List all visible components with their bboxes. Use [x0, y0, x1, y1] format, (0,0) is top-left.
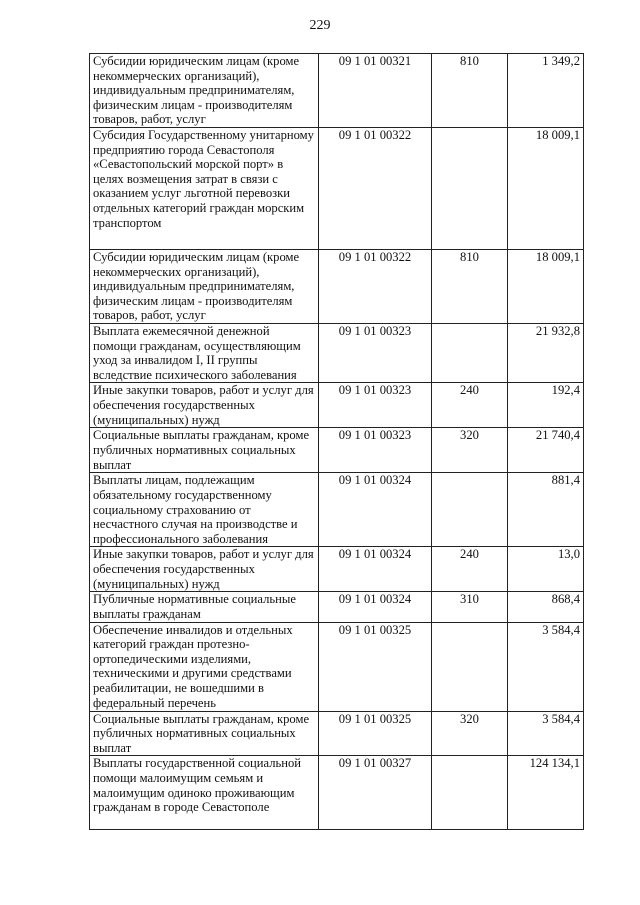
table-row — [90, 428, 584, 473]
table-row — [90, 622, 584, 711]
row-expense-type: 810 — [432, 249, 508, 323]
row-name: Обеспечение инвалидов и отдельных категорий граждан протезно-ортопедическими изделиями, техническими и другими средствами реабилитации, не вошедшими в федеральный перечень — [90, 622, 319, 711]
row-sum: 21 932,8 — [508, 323, 584, 382]
budget-table — [89, 53, 584, 830]
row-sum: 3 584,4 — [508, 711, 584, 756]
row-expense-type: 240 — [432, 383, 508, 428]
row-code: 09 1 01 00324 — [319, 547, 432, 592]
row-name: Публичные нормативные социальные выплаты гражданам — [90, 592, 319, 622]
table-row — [90, 547, 584, 592]
row-sum: 1 349,2 — [508, 54, 584, 128]
row-expense-type: 320 — [432, 428, 508, 473]
table-row — [90, 473, 584, 547]
row-name: Выплаты государственной социальной помощи малоимущим семьям и малоимущим одиноко проживающим гражданам в городе Севастополе — [90, 756, 319, 830]
row-name: Социальные выплаты гражданам, кроме публичных нормативных социальных выплат — [90, 711, 319, 756]
row-expense-type — [432, 756, 508, 830]
row-name: Выплаты лицам, подлежащим обязательному государственному социальному страхованию от несчастного случая на производстве и профессионального заболевания — [90, 473, 319, 547]
row-code: 09 1 01 00323 — [319, 323, 432, 382]
row-expense-type: 310 — [432, 592, 508, 622]
row-name: Субсидии юридическим лицам (кроме некоммерческих организаций), индивидуальным предпринимателям, физическим лицам - производителям товаров, работ, услуг — [90, 54, 319, 128]
row-code: 09 1 01 00321 — [319, 54, 432, 128]
row-name: Субсидии юридическим лицам (кроме некоммерческих организаций), индивидуальным предпринимателям, физическим лицам - производителям товаров, работ, услуг — [90, 249, 319, 323]
row-code: 09 1 01 00324 — [319, 473, 432, 547]
row-name: Иные закупки товаров, работ и услуг для обеспечения государственных (муниципальных) нужд — [90, 383, 319, 428]
row-sum: 3 584,4 — [508, 622, 584, 711]
row-code: 09 1 01 00323 — [319, 383, 432, 428]
row-expense-type — [432, 622, 508, 711]
row-name: Социальные выплаты гражданам, кроме публичных нормативных социальных выплат — [90, 428, 319, 473]
page-number: 229 — [309, 18, 331, 33]
row-expense-type: 240 — [432, 547, 508, 592]
row-sum: 192,4 — [508, 383, 584, 428]
row-code: 09 1 01 00327 — [319, 756, 432, 830]
row-sum: 13,0 — [508, 547, 584, 592]
row-expense-type — [432, 473, 508, 547]
row-name: Выплата ежемесячной денежной помощи гражданам, осуществляющим уход за инвалидом I, II группы вследствие психического заболевания — [90, 323, 319, 382]
row-code: 09 1 01 00325 — [319, 622, 432, 711]
row-sum: 881,4 — [508, 473, 584, 547]
row-expense-type — [432, 323, 508, 382]
row-expense-type: 320 — [432, 711, 508, 756]
row-code: 09 1 01 00322 — [319, 249, 432, 323]
row-expense-type — [432, 127, 508, 249]
row-sum: 18 009,1 — [508, 249, 584, 323]
table-row — [90, 127, 584, 249]
table-row — [90, 592, 584, 622]
table-row — [90, 756, 584, 830]
row-code: 09 1 01 00324 — [319, 592, 432, 622]
row-name: Субсидия Государственному унитарному предприятию города Севастополя «Севастопольский морской порт» в целях возмещения затрат в связи с оказанием услуг льготной перевозки отдельных категорий граждан морским транспортом — [90, 127, 319, 249]
row-code: 09 1 01 00323 — [319, 428, 432, 473]
table-row — [90, 249, 584, 323]
table-row — [90, 711, 584, 756]
row-sum: 868,4 — [508, 592, 584, 622]
row-sum: 18 009,1 — [508, 127, 584, 249]
row-sum: 124 134,1 — [508, 756, 584, 830]
table-row — [90, 383, 584, 428]
table-row — [90, 323, 584, 382]
row-code: 09 1 01 00322 — [319, 127, 432, 249]
table-row — [90, 54, 584, 128]
row-code: 09 1 01 00325 — [319, 711, 432, 756]
row-expense-type: 810 — [432, 54, 508, 128]
row-name: Иные закупки товаров, работ и услуг для обеспечения государственных (муниципальных) нужд — [90, 547, 319, 592]
row-sum: 21 740,4 — [508, 428, 584, 473]
